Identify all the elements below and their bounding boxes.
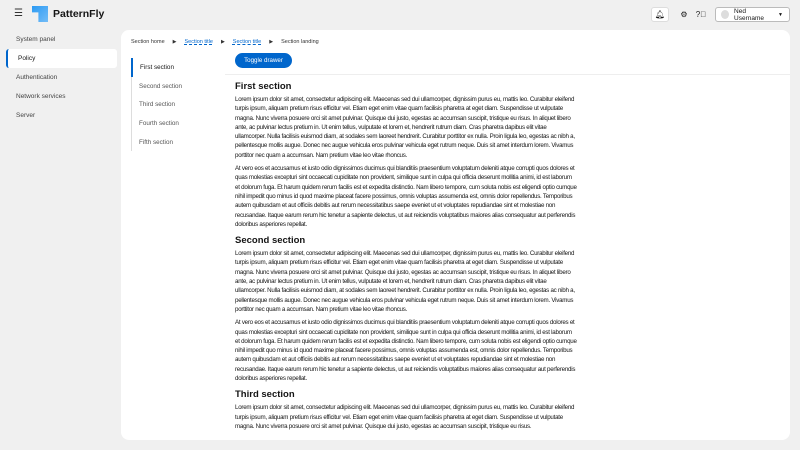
chevron-right-icon: ▶ (269, 39, 274, 45)
avatar (721, 10, 729, 19)
divider (225, 74, 790, 75)
sidebar-item-system-panel[interactable]: System panel (16, 36, 56, 43)
gear-icon: ⚙ (680, 10, 688, 19)
breadcrumb-item[interactable]: Section title (232, 39, 262, 45)
jump-link-third[interactable]: Third section (139, 101, 176, 109)
breadcrumb (131, 39, 319, 45)
section-heading: Second section (235, 235, 306, 247)
logo[interactable] (32, 6, 104, 22)
paragraph: At vero eos et accusamus et iusto odio dignissimos ducimus qui blanditiis praesentium voluptatum deleniti atque corrupti quos dolores et quas molestias excepturi sint occaecati cupiditate non provident, similique sunt in culpa qui officia deserunt mollitia animi, id est laborum et dolorum fuga. Et harum quidem rerum facilis est et expedita distinctio. Nam libero tempore, cum soluta nobis est eligendi optio cumque nihil impedit quo minus id quod maxime placeat facere possimus, omnis voluptas assumenda est, omnis dolor repellendus. Temporibus autem quibusdam et aut officiis debitis aut rerum necessitatibus saepe eveniet ut et voluptates repudiandae sint et molestiae non recusandae. Itaque earum rerum hic tenetur a sapiente delectus, ut aut reiciendis voluptatibus maiores alias consequatur aut perferendis doloribus asperiores repellat. (235, 165, 577, 228)
sidebar-item-policy[interactable]: Policy (6, 49, 117, 68)
paragraph: At vero eos et accusamus et iusto odio dignissimos ducimus qui blanditiis praesentium voluptatum deleniti atque corrupti quos dolores et quas molestias excepturi sint occaecati cupiditate non provident, similique sunt in culpa qui officia deserunt mollitia animi, id est laborum et dolorum fuga. Et harum quidem rerum facilis est et expedita distinctio. Nam libero tempore, cum soluta nobis est eligendi optio cumque nihil impedit quo minus id quod maxime placeat facere possimus, omnis voluptas assumenda est, omnis dolor repellendus. Temporibus autem quibusdam et aut officiis debitis aut rerum necessitatibus saepe eveniet ut et voluptates repudiandae sint et molestiae non recusandae. Itaque earum rerum hic tenetur a sapiente delectus, ut aut reiciendis voluptatibus maiores alias consequatur aut perferendis doloribus asperiores repellat. (235, 319, 577, 383)
chevron-right-icon: ▶ (220, 39, 225, 45)
jump-link-second[interactable]: Second section (139, 82, 183, 90)
section-third (235, 389, 577, 431)
notifications-button[interactable] (651, 7, 669, 22)
jump-link-fourth[interactable]: Fourth section (139, 119, 179, 127)
section-heading: Third section (235, 389, 295, 401)
breadcrumb-item[interactable]: Section home (131, 39, 165, 45)
paragraph: Lorem ipsum dolor sit amet, consectetur adipiscing elit. Maecenas sed dui ullamcorper, dignissim purus eu, mattis leo. Curabitur eleifend turpis ipsum, aliquam pretium risus efficitur vel. Etiam eget enim vitae quam facilisis pharetra at eget diam. Suspendisse ut vulputate magna. Nunc viverra posuere orci sit amet pulvinar. Quisque dui justo, egestas ac accumsan suscipit, tristique eu risus. In aliquet libero ante, ac pulvinar lectus pretium in. Ut enim tellus, vulputate et lorem et, hendrerit rutrum diam. Cras pharetra dapibus elit vitae ullamcorper. Nulla facilisis euismod diam, at sodales sem laoreet hendrerit. Curabitur porttitor ex nulla. Proin ligula leo, egestas ac nibh a, pellentesque mollis augue. Donec nec augue vehicula eros pulvinar vehicula eget rutrum neque. Duis sit amet interdum lorem. Vivamus porttitor nec quam a accumsan. Nam pretium vitae leo vitae rhoncus. (235, 96, 575, 159)
jump-links (131, 58, 221, 151)
paragraph: Lorem ipsum dolor sit amet, consectetur adipiscing elit. Maecenas sed dui ullamcorper, dignissim purus eu, mattis leo. Curabitur eleifend turpis ipsum, aliquam pretium risus efficitur vel. Etiam eget enim vitae quam facilisis pharetra at eget diam. Suspendisse ut vulputate magna. Nunc viverra posuere orci sit amet pulvinar. Quisque dui justo, egestas ac accumsan suscipit, tristique eu risus. In aliquet libero ante, ac pulvinar lectus pretium in. Ut enim tellus, vulputate et lorem et, hendrerit rutrum diam. Cras pharetra dapibus elit vitae ullamcorper. Nulla facilisis euismod diam, at sodales sem laoreet hendrerit. Curabitur porttitor ex nulla. Proin ligula leo, egestas ac nibh a, pellentesque mollis augue. Donec nec augue vehicula eros pulvinar vehicula eget rutrum neque. Duis sit amet interdum lorem. Vivamus porttitor nec quam a accumsan. Nam pretium vitae leo vitae rhoncus. (235, 250, 575, 313)
bell-icon: 🔔︎ (654, 10, 666, 19)
toggle-drawer-button[interactable]: Toggle drawer (235, 53, 292, 68)
settings-button[interactable] (679, 7, 689, 22)
chevron-right-icon: ▶ (172, 39, 177, 45)
logo-text: PatternFly (53, 8, 105, 20)
section-heading: First section (235, 81, 292, 92)
content (235, 81, 577, 437)
paragraph: Lorem ipsum dolor sit amet, consectetur adipiscing elit. Maecenas sed dui ullamcorper, dignissim purus eu, mattis leo. Curabitur eleifend turpis ipsum, aliquam pretium risus efficitur vel. Etiam eget enim vitae quam facilisis pharetra at eget diam. Suspendisse ut vulputate magna. Nunc viverra posuere orci sit amet pulvinar. Quisque dui justo, egestas ac accumsan suscipit, tristique eu risus. (235, 404, 575, 430)
jump-link-fifth[interactable]: Fifth section (139, 138, 173, 146)
section-first (235, 81, 577, 229)
patternfly-logo-icon (32, 6, 48, 22)
jump-link-first[interactable]: First section (131, 58, 221, 77)
user-dropdown[interactable] (715, 7, 790, 22)
sidebar (0, 30, 121, 125)
main-card (121, 30, 790, 440)
help-icon: ?⃝ (695, 10, 707, 19)
sidebar-item-server[interactable]: Server (16, 112, 36, 119)
section-second (235, 235, 577, 383)
breadcrumb-item[interactable]: Section title (184, 39, 213, 45)
help-button[interactable] (696, 7, 706, 22)
sidebar-item-network-services[interactable]: Network services (16, 93, 66, 100)
sidebar-item-authentication[interactable]: Authentication (16, 74, 58, 81)
caret-down-icon: ▼ (778, 11, 783, 18)
hamburger-menu-icon[interactable]: ☰ (14, 8, 23, 19)
user-name: Ned Username (734, 7, 765, 22)
breadcrumb-current: Section landing (281, 39, 319, 45)
